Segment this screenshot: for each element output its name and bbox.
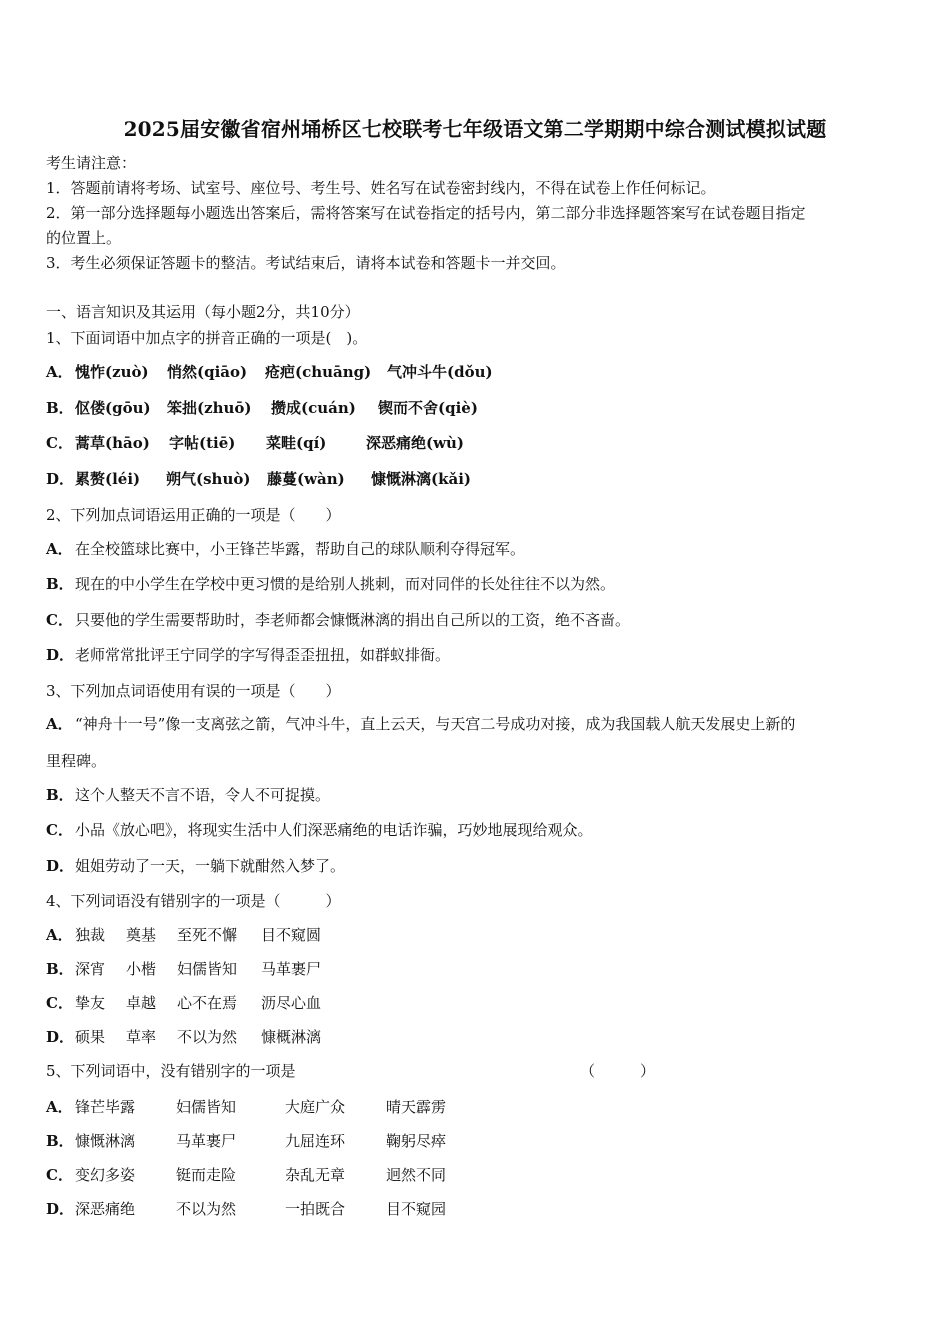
notice-item-2: 2．第一部分选择题每小题选出答案后，需将答案写在试卷指定的括号内，第二部分非选择题答案写在试卷题目指定 — [46, 204, 806, 222]
question-1-option-c[interactable]: C． 蒿草(hāo) 字帖(tiē) 菜畦(qí) 深恶痛绝(wù) — [46, 434, 465, 452]
question-2-stem: 2、下列加点词语运用正确的一项是（ ） — [46, 506, 341, 524]
notice-item-2-cont: 的位置上。 — [46, 229, 122, 247]
question-4-stem: 4、下列词语没有错别字的一项是（ ） — [46, 892, 341, 910]
question-1-option-b[interactable]: B．伛偻(gōu) 笨拙(zhuō) 攒成(cuán) 锲而不舍(qiè) — [46, 399, 478, 417]
notice-item-3: 3．考生必须保证答题卡的整洁。考试结束后，请将本试卷和答题卡一并交回。 — [46, 254, 566, 272]
question-5-option-a[interactable]: A． 锋芒毕露 妇儒皆知 大庭广众 晴天霹雳 — [46, 1098, 447, 1116]
question-1-option-a[interactable]: A． 愧怍(zuò) 悄然(qiāo) 疮疤(chuāng) 气冲斗牛(dǒu) — [46, 363, 493, 381]
notice-heading: 考生请注意： — [46, 154, 137, 172]
question-2-option-d[interactable]: D．老师常常批评王宁同学的字写得歪歪扭扭，如群蚁排衙。 — [46, 646, 451, 664]
question-2-option-c[interactable]: C． 只要他的学生需要帮助时，李老师都会慷慨淋漓的捐出自己所以的工资，绝不吝啬。 — [46, 611, 631, 629]
question-2-option-b[interactable]: B．现在的中小学生在学校中更习惯的是给别人挑刺，而对同伴的长处往往不以为然。 — [46, 575, 616, 593]
question-4-option-c[interactable]: C． 挚友 卓越 心不在焉 沥尽心血 — [46, 994, 322, 1012]
question-1-stem: 1、下面词语中加点字的拼音正确的一项是( )。 — [46, 329, 368, 347]
question-3-option-c[interactable]: C． 小品《放心吧》，将现实生活中人们深恶痛绝的电话诈骗，巧妙地展现给观众。 — [46, 821, 593, 839]
question-4-option-a[interactable]: A． 独裁 奠基 至死不懈 目不窥圆 — [46, 926, 322, 944]
question-3-option-d[interactable]: D．姐姐劳动了一天，一躺下就酣然入梦了。 — [46, 857, 346, 875]
question-2-option-a[interactable]: A． 在全校篮球比赛中，小王锋芒毕露，帮助自己的球队顺利夺得冠军。 — [46, 540, 526, 558]
section-heading: 一、语言知识及其运用（每小题2分，共10分） — [46, 303, 360, 321]
question-5-option-d[interactable]: D．深恶痛绝 不以为然 一拍既合 目不窥园 — [46, 1200, 447, 1218]
question-3-option-b[interactable]: B．这个人整天不言不语，令人不可捉摸。 — [46, 786, 331, 804]
question-5-stem: 5、下列词语中，没有错别字的一项是 — [46, 1062, 296, 1080]
question-5-answer-paren: （ ） — [580, 1062, 656, 1080]
notice-item-1: 1．答题前请将考场、试室号、座位号、考生号、姓名写在试卷密封线内，不得在试卷上作任何标记。 — [46, 179, 716, 197]
question-5-option-c[interactable]: C． 变幻多姿 铤而走险 杂乱无章 迥然不同 — [46, 1166, 447, 1184]
question-3-stem: 3、下列加点词语使用有误的一项是（ ） — [46, 682, 341, 700]
question-5-option-b[interactable]: B．慷慨淋漓 马革裹尸 九屈连环 鞠躬尽瘁 — [46, 1132, 447, 1150]
page-title: 2025届安徽省宿州埇桥区七校联考七年级语文第二学期期中综合测试模拟试题 — [123, 117, 827, 141]
question-4-option-b[interactable]: B．深宵 小楷 妇儒皆知 马革裹尸 — [46, 960, 322, 978]
question-3-option-a-cont: 里程碑。 — [46, 752, 107, 770]
question-4-option-d[interactable]: D．硕果 草率 不以为然 慷概淋漓 — [46, 1028, 322, 1046]
question-3-option-a[interactable]: A． “神舟十一号”像一支离弦之箭，气冲斗牛，直上云天，与天宫二号成功对接，成为我国载人航天发展史上新的 — [46, 715, 796, 733]
question-1-option-d[interactable]: D．累赘(léi) 朔气(shuò) 藤蔓(wàn) 慷慨淋漓(kǎi) — [46, 470, 472, 488]
